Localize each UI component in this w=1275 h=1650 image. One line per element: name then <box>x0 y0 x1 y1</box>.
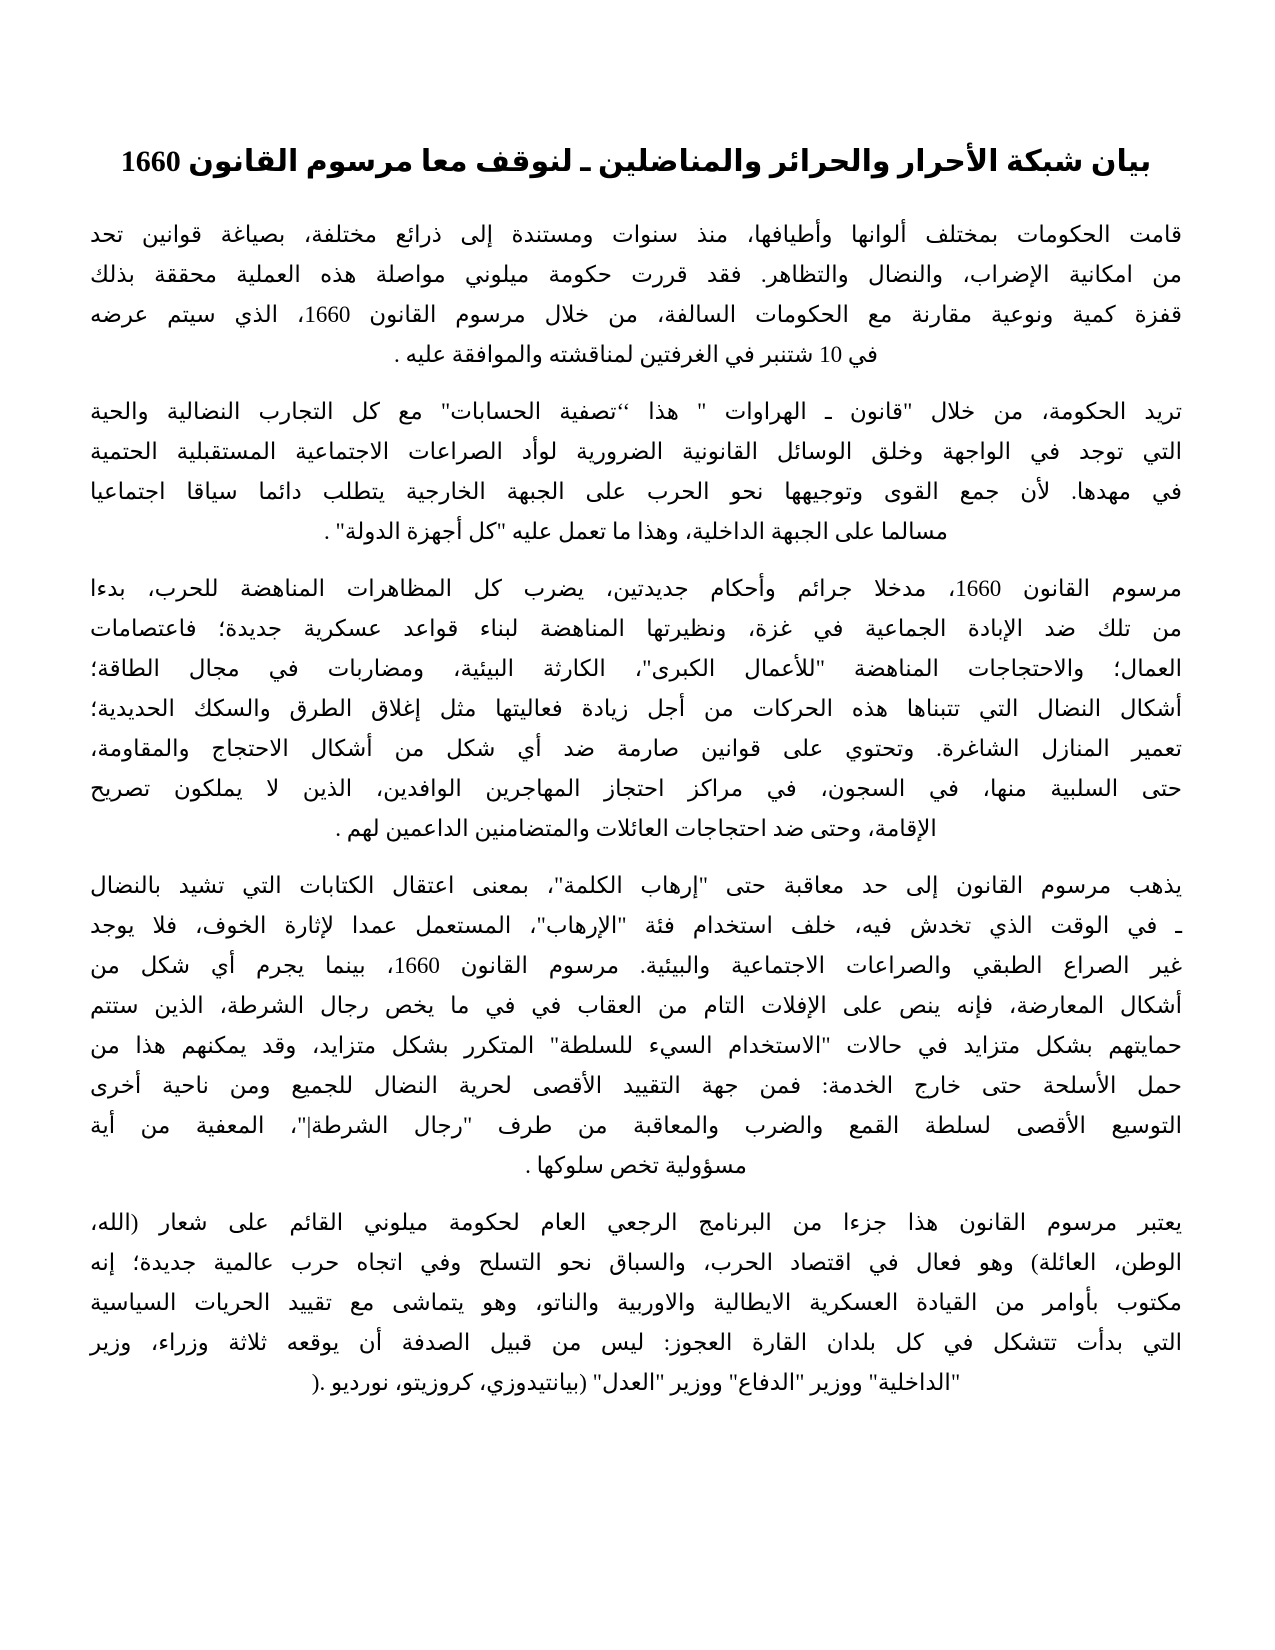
text-line: العمال؛ والاحتجاجات المناهضة "للأعمال الكبرى"، الكارثة البيئية، ومضاربات في مجال الطاقة؛ <box>90 656 1182 681</box>
text-line: التي توجد في الواجهة وخلق الوسائل القانونية الضرورية لوأد الصراعات الاجتماعية المستقبلية الحتمية <box>90 439 1182 464</box>
text-line: يذهب مرسوم القانون إلى حد معاقبة حتى "إرهاب الكلمة"، بمعنى اعتقال الكتابات التي تشيد بالنضال <box>90 873 1182 898</box>
text-line: الإقامة، وحتى ضد احتجاجات العائلات والمتضامنين الداعمين لهم . <box>335 816 937 841</box>
document-body <box>90 215 1182 1403</box>
text-line: من امكانية الإضراب، والنضال والتظاهر. فقد قررت حكومة ميلوني مواصلة هذه العملية محققة بذلك <box>90 262 1182 287</box>
text-line: تريد الحكومة، من خلال "قانون ـ الهراوات " هذا ‘‘تصفية الحسابات" مع كل التجارب النضالية والحية <box>90 399 1182 424</box>
text-line: الوطن، العائلة) وهو فعال في اقتصاد الحرب، والسباق نحو التسلح وفي اتجاه حرب عالمية جديدة؛ إنه <box>90 1250 1182 1275</box>
paragraph-5 <box>90 1203 1182 1403</box>
text-line: "الداخلية" ووزير "الدفاع" ووزير "العدل" (بيانتيدوزي، كروزيتو، نورديو .( <box>311 1370 961 1395</box>
text-line: قامت الحكومات بمختلف ألوانها وأطيافها، منذ سنوات ومستندة إلى ذرائع مختلفة، بصياغة قوانين تحد <box>90 222 1182 247</box>
text-line: حمل الأسلحة حتى خارج الخدمة: فمن جهة التقييد الأقصى لحرية النضال للجميع ومن ناحية أخرى <box>90 1073 1182 1098</box>
text-line: التوسيع الأقصى لسلطة القمع والضرب والمعاقبة من طرف "رجال الشرطة|"، المعفية من أية <box>90 1113 1182 1138</box>
text-line: مرسوم القانون 1660، مدخلا جرائم وأحكام جديدتين، يضرب كل المظاهرات المناهضة للحرب، بدءا <box>90 576 1182 601</box>
text-line: مسالما على الجبهة الداخلية، وهذا ما تعمل عليه "كل أجهزة الدولة" . <box>323 519 949 544</box>
text-line: في مهدها. لأن جمع القوى وتوجيهها نحو الحرب على الجبهة الخارجية يتطلب دائما سياقا اجتماعيا <box>90 479 1182 504</box>
text-line: في 10 شتنبر في الغرفتين لمناقشته والموافقة عليه . <box>393 342 879 367</box>
text-line: أشكال المعارضة، فإنه ينص على الإفلات التام من العقاب في في ما يخص رجال الشرطة، الذين ستتم <box>90 993 1182 1018</box>
text-line: من تلك ضد الإبادة الجماعية في غزة، ونظيرتها المناهضة لبناء قواعد عسكرية جديدة؛ فاعتصامات <box>90 616 1182 641</box>
text-line: مكتوب بأوامر من القيادة العسكرية الايطالية والاوربية والناتو، وهو يتماشى مع تقييد الحريات السياسية <box>90 1290 1182 1315</box>
paragraph-2 <box>90 392 1182 552</box>
document-title: بيان شبكة الأحرار والحرائر والمناضلين ـ لنوقف معا مرسوم القانون 1660 <box>120 145 1152 178</box>
text-line: غير الصراع الطبقي والصراعات الاجتماعية والبيئية. مرسوم القانون 1660، بينما يجرم أي شكل من <box>90 953 1182 978</box>
text-line: يعتبر مرسوم القانون هذا جزءا من البرنامج الرجعي العام لحكومة ميلوني القائم على شعار (الله، <box>90 1210 1182 1235</box>
text-line: قفزة كمية ونوعية مقارنة مع الحكومات السالفة، من خلال مرسوم القانون 1660، الذي سيتم عرضه <box>90 302 1182 327</box>
text-line: حمايتهم بشكل متزايد في حالات "الاستخدام السيء للسلطة" المتكرر بشكل متزايد، وقد يمكنهم هذا من <box>90 1033 1182 1058</box>
paragraph-3 <box>90 569 1182 849</box>
text-line: التي بدأت تتشكل في كل بلدان القارة العجوز: ليس من قبيل الصدفة أن يوقعه ثلاثة وزراء، وزير <box>90 1330 1182 1355</box>
text-line: ـ في الوقت الذي تخدش فيه، خلف استخدام فئة "الإرهاب"، المستعمل عمدا لإثارة الخوف، فلا يوجد <box>90 913 1182 938</box>
paragraph-1 <box>90 215 1182 375</box>
text-line: تعمير المنازل الشاغرة. وتحتوي على قوانين صارمة ضد أي شكل من أشكال الاحتجاج والمقاومة، <box>90 736 1182 761</box>
text-line: حتى السلبية منها، في السجون، في مراكز احتجاز المهاجرين الوافدين، الذين لا يملكون تصريح <box>90 776 1182 801</box>
text-line: مسؤولية تخص سلوكها . <box>525 1153 747 1178</box>
text-line: أشكال النضال التي تتبناها هذه الحركات من أجل زيادة فعاليتها مثل إغلاق الطرق والسكك الحديدية؛ <box>90 696 1182 721</box>
paragraph-4 <box>90 866 1182 1186</box>
